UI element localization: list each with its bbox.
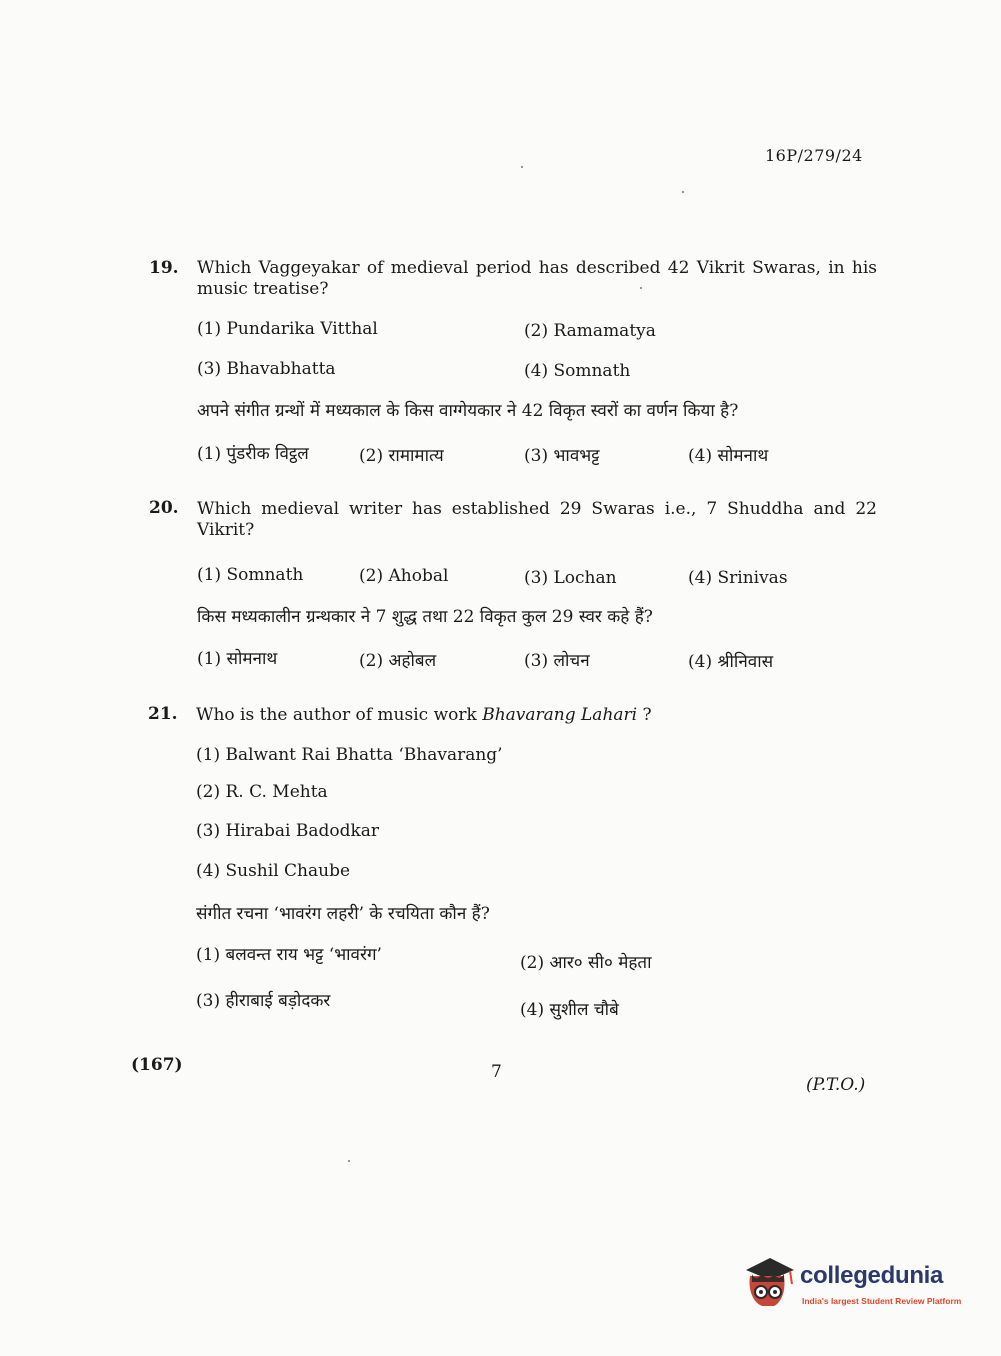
music-work-title: Bhavarang Lahari — [482, 705, 638, 725]
option-3-hindi: (3) भावभट्ट — [524, 446, 600, 466]
option-4: (4) Somnath — [524, 361, 631, 381]
question-text: Which Vaggeyakar of medieval period has described 42 Vikrit Swaras, in his music treatise? — [197, 258, 877, 299]
question-number: 19. — [149, 258, 179, 278]
logo-wordmark: collegedunia — [800, 1262, 944, 1289]
option-1-hindi: (1) पुंडरीक विट्ठल — [197, 444, 309, 464]
option-3-hindi: (3) हीराबाई बड़ोदकर — [196, 991, 331, 1011]
option-1-hindi: (1) बलवन्त राय भट्ट ‘भावरंग’ — [196, 945, 382, 965]
page-number: 7 — [491, 1062, 502, 1082]
booklet-code: (167) — [131, 1055, 183, 1075]
option-1: (1) Pundarika Vitthal — [197, 319, 378, 339]
option-4-hindi: (4) श्रीनिवास — [688, 652, 774, 672]
option-3: (3) Hirabai Badodkar — [196, 821, 380, 841]
pto-note: (P.T.O.) — [806, 1075, 866, 1095]
option-4-hindi: (4) सुशील चौबे — [520, 1000, 619, 1020]
option-3: (3) Lochan — [524, 568, 617, 588]
logo-tagline: India's largest Student Review Platform — [802, 1296, 962, 1306]
paper-code: 16P/279/24 — [765, 146, 863, 165]
scan-speck — [521, 166, 523, 168]
option-1-hindi: (1) सोमनाथ — [197, 649, 278, 669]
question-number: 21. — [148, 704, 178, 724]
option-1: (1) Balwant Rai Bhatta ‘Bhavarang’ — [196, 745, 503, 765]
scan-speck — [640, 287, 642, 289]
option-3: (3) Bhavabhatta — [197, 359, 336, 379]
question-text: Who is the author of music work Bhavarang Lahari ? — [196, 705, 652, 725]
scan-speck — [682, 191, 684, 193]
option-4: (4) Sushil Chaube — [196, 861, 351, 881]
question-text-hindi: संगीत रचना ‘भावरंग लहरी’ के रचयिता कौन हैं? — [196, 904, 490, 924]
option-2: (2) Ramamatya — [524, 321, 656, 341]
mascot-icon — [740, 1254, 796, 1312]
scan-speck — [348, 1160, 350, 1162]
option-2: (2) Ahobal — [359, 566, 449, 586]
option-1: (1) Somnath — [197, 565, 304, 585]
option-2-hindi: (2) रामामात्य — [359, 446, 444, 466]
option-4-hindi: (4) सोमनाथ — [688, 446, 769, 466]
option-2-hindi: (2) अहोबल — [359, 651, 437, 671]
option-4: (4) Srinivas — [688, 568, 788, 588]
question-number: 20. — [149, 498, 179, 518]
option-2: (2) R. C. Mehta — [196, 782, 328, 802]
question-text-hindi: किस मध्यकालीन ग्रन्थकार ने 7 शुद्ध तथा 22 विकृत कुल 29 स्वर कहे हैं? — [197, 607, 653, 627]
option-2-hindi: (2) आर० सी० मेहता — [520, 953, 652, 973]
question-text: Which medieval writer has established 29 Swaras i.e., 7 Shuddha and 22 Vikrit? — [197, 499, 877, 540]
question-text-hindi: अपने संगीत ग्रन्थों में मध्यकाल के किस वाग्गेयकार ने 42 विकृत स्वरों का वर्णन किया है? — [197, 401, 739, 421]
option-3-hindi: (3) लोचन — [524, 651, 590, 671]
collegedunia-logo — [740, 1248, 970, 1318]
